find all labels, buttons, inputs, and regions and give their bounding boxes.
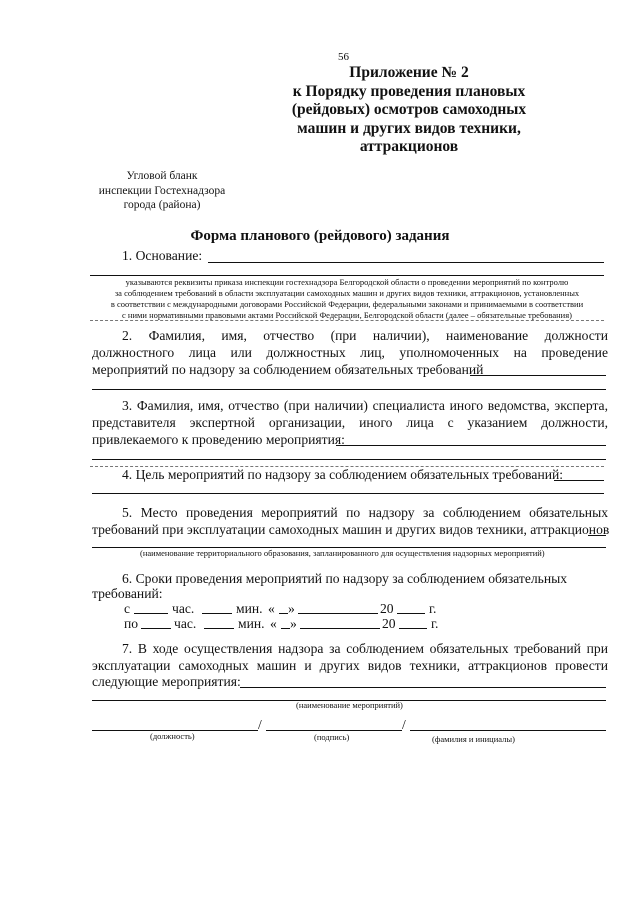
name-field[interactable] <box>410 730 606 731</box>
appendix-line: (рейдовых) осмотров самоходных <box>291 101 527 118</box>
section7-line1: 7. В ходе осуществления надзора за соблюдением обязательных требований при <box>122 641 608 656</box>
year-prefix: 20 <box>382 616 396 631</box>
place-field[interactable] <box>588 535 606 536</box>
specialist-field[interactable] <box>336 445 606 446</box>
year-prefix: 20 <box>380 601 394 616</box>
basis-field[interactable] <box>208 262 604 263</box>
section3-line3: привлекаемого к проведению мероприятия: <box>92 432 345 447</box>
from-label: с <box>124 601 131 616</box>
section1-note: указываются реквизиты приказа инспекции гостехнадзора Белгородской области о проведении мероприятий по контролю за соблюдением требований в области эксплуатации самоходных машин и других видов техники, аттракционов, установленных в соответствии с международными договорами Российской Федерации, федеральными законами и принимаемыми в соответствии с ними нормативными правовыми актами Российской Федерации, Белгородской области (далее – обязательные требования) <box>110 277 584 320</box>
slash: / <box>258 717 262 732</box>
corner-line: города (района) <box>123 199 201 211</box>
section7-caption: (наименование мероприятий) <box>296 700 403 710</box>
from-day-field[interactable] <box>279 613 288 614</box>
section5-line1: 5. Место проведения мероприятий по надзору за соблюдением обязательных <box>122 505 608 520</box>
basis-field-2[interactable] <box>90 275 604 276</box>
to-year-field[interactable] <box>399 628 427 629</box>
appendix-heading <box>274 64 544 157</box>
signature-caption: (подпись) <box>314 732 350 742</box>
from-min-field[interactable] <box>202 613 232 614</box>
corner-line: инспекции Гостехнадзора <box>98 184 226 197</box>
divider <box>90 320 604 321</box>
slash: / <box>402 717 406 732</box>
appendix-line: машин и других видов техники, <box>297 119 521 137</box>
section3-line2: представителя экспертной организации, иного лица с указанием должности, <box>92 415 608 430</box>
section5-caption: (наименование территориального образования, запланированного для осуществления надзорных мероприятий) <box>140 548 545 558</box>
section2-line3: мероприятий по надзору за соблюдением обязательных требований <box>92 362 484 377</box>
from-hour-field[interactable] <box>134 613 168 614</box>
to-hour-field[interactable] <box>141 628 171 629</box>
to-month-field[interactable] <box>300 628 380 629</box>
to-label: по <box>124 616 139 631</box>
activities-field[interactable] <box>240 687 606 688</box>
corner-line: Угловой бланк <box>126 170 198 182</box>
min-label: мин. <box>236 601 263 616</box>
officials-field[interactable] <box>470 375 606 376</box>
year-label: г. <box>429 601 437 616</box>
purpose-field-2[interactable] <box>92 493 604 494</box>
signature-field[interactable] <box>266 730 402 731</box>
section7-line2: эксплуатации самоходных машин и других видов техники, аттракционов провести <box>92 658 608 673</box>
section7-line3: следующие мероприятия: <box>92 674 241 689</box>
appendix-line: к Порядку проведения плановых <box>292 82 526 100</box>
form-title: Форма планового (рейдового) задания <box>190 228 450 244</box>
from-month-field[interactable] <box>298 613 378 614</box>
section1-label: 1. Основание: <box>122 248 203 263</box>
corner-stamp <box>94 169 230 213</box>
appendix-line: Приложение № 2 <box>349 64 469 81</box>
from-year-field[interactable] <box>397 613 425 614</box>
section3-line1: 3. Фамилия, имя, отчество (при наличии) специалиста иного ведомства, эксперта, <box>122 398 608 413</box>
name-caption: (фамилия и инициалы) <box>432 734 515 744</box>
min-label: мин. <box>238 616 265 631</box>
quote-close: » <box>290 616 297 631</box>
quote-close: » <box>288 601 295 616</box>
section4-line1: 4. Цель мероприятий по надзору за соблюдением обязательных требований: <box>122 467 564 482</box>
section2-line1: 2. Фамилия, имя, отчество (при наличии), наименование должности <box>122 328 608 343</box>
hour-label: час. <box>174 616 197 631</box>
section6-line2: требований: <box>92 586 163 601</box>
page-number: 56 <box>338 51 349 63</box>
quote-open: « <box>270 616 277 631</box>
section5-line2: требований при эксплуатации самоходных машин и других видов техники, аттракционов <box>92 522 610 537</box>
officials-field-2[interactable] <box>92 389 606 390</box>
section2-line2: должностного лица или должностных лиц, уполномоченных на проведение <box>92 345 608 360</box>
purpose-field[interactable] <box>554 480 604 481</box>
appendix-line: аттракционов <box>359 138 459 155</box>
position-caption: (должность) <box>150 731 195 741</box>
specialist-field-2[interactable] <box>92 459 606 460</box>
to-min-field[interactable] <box>204 628 234 629</box>
year-label: г. <box>431 616 439 631</box>
to-day-field[interactable] <box>281 628 290 629</box>
hour-label: час. <box>172 601 195 616</box>
quote-open: « <box>268 601 275 616</box>
section6-line1: 6. Сроки проведения мероприятий по надзору за соблюдением обязательных <box>122 571 568 586</box>
